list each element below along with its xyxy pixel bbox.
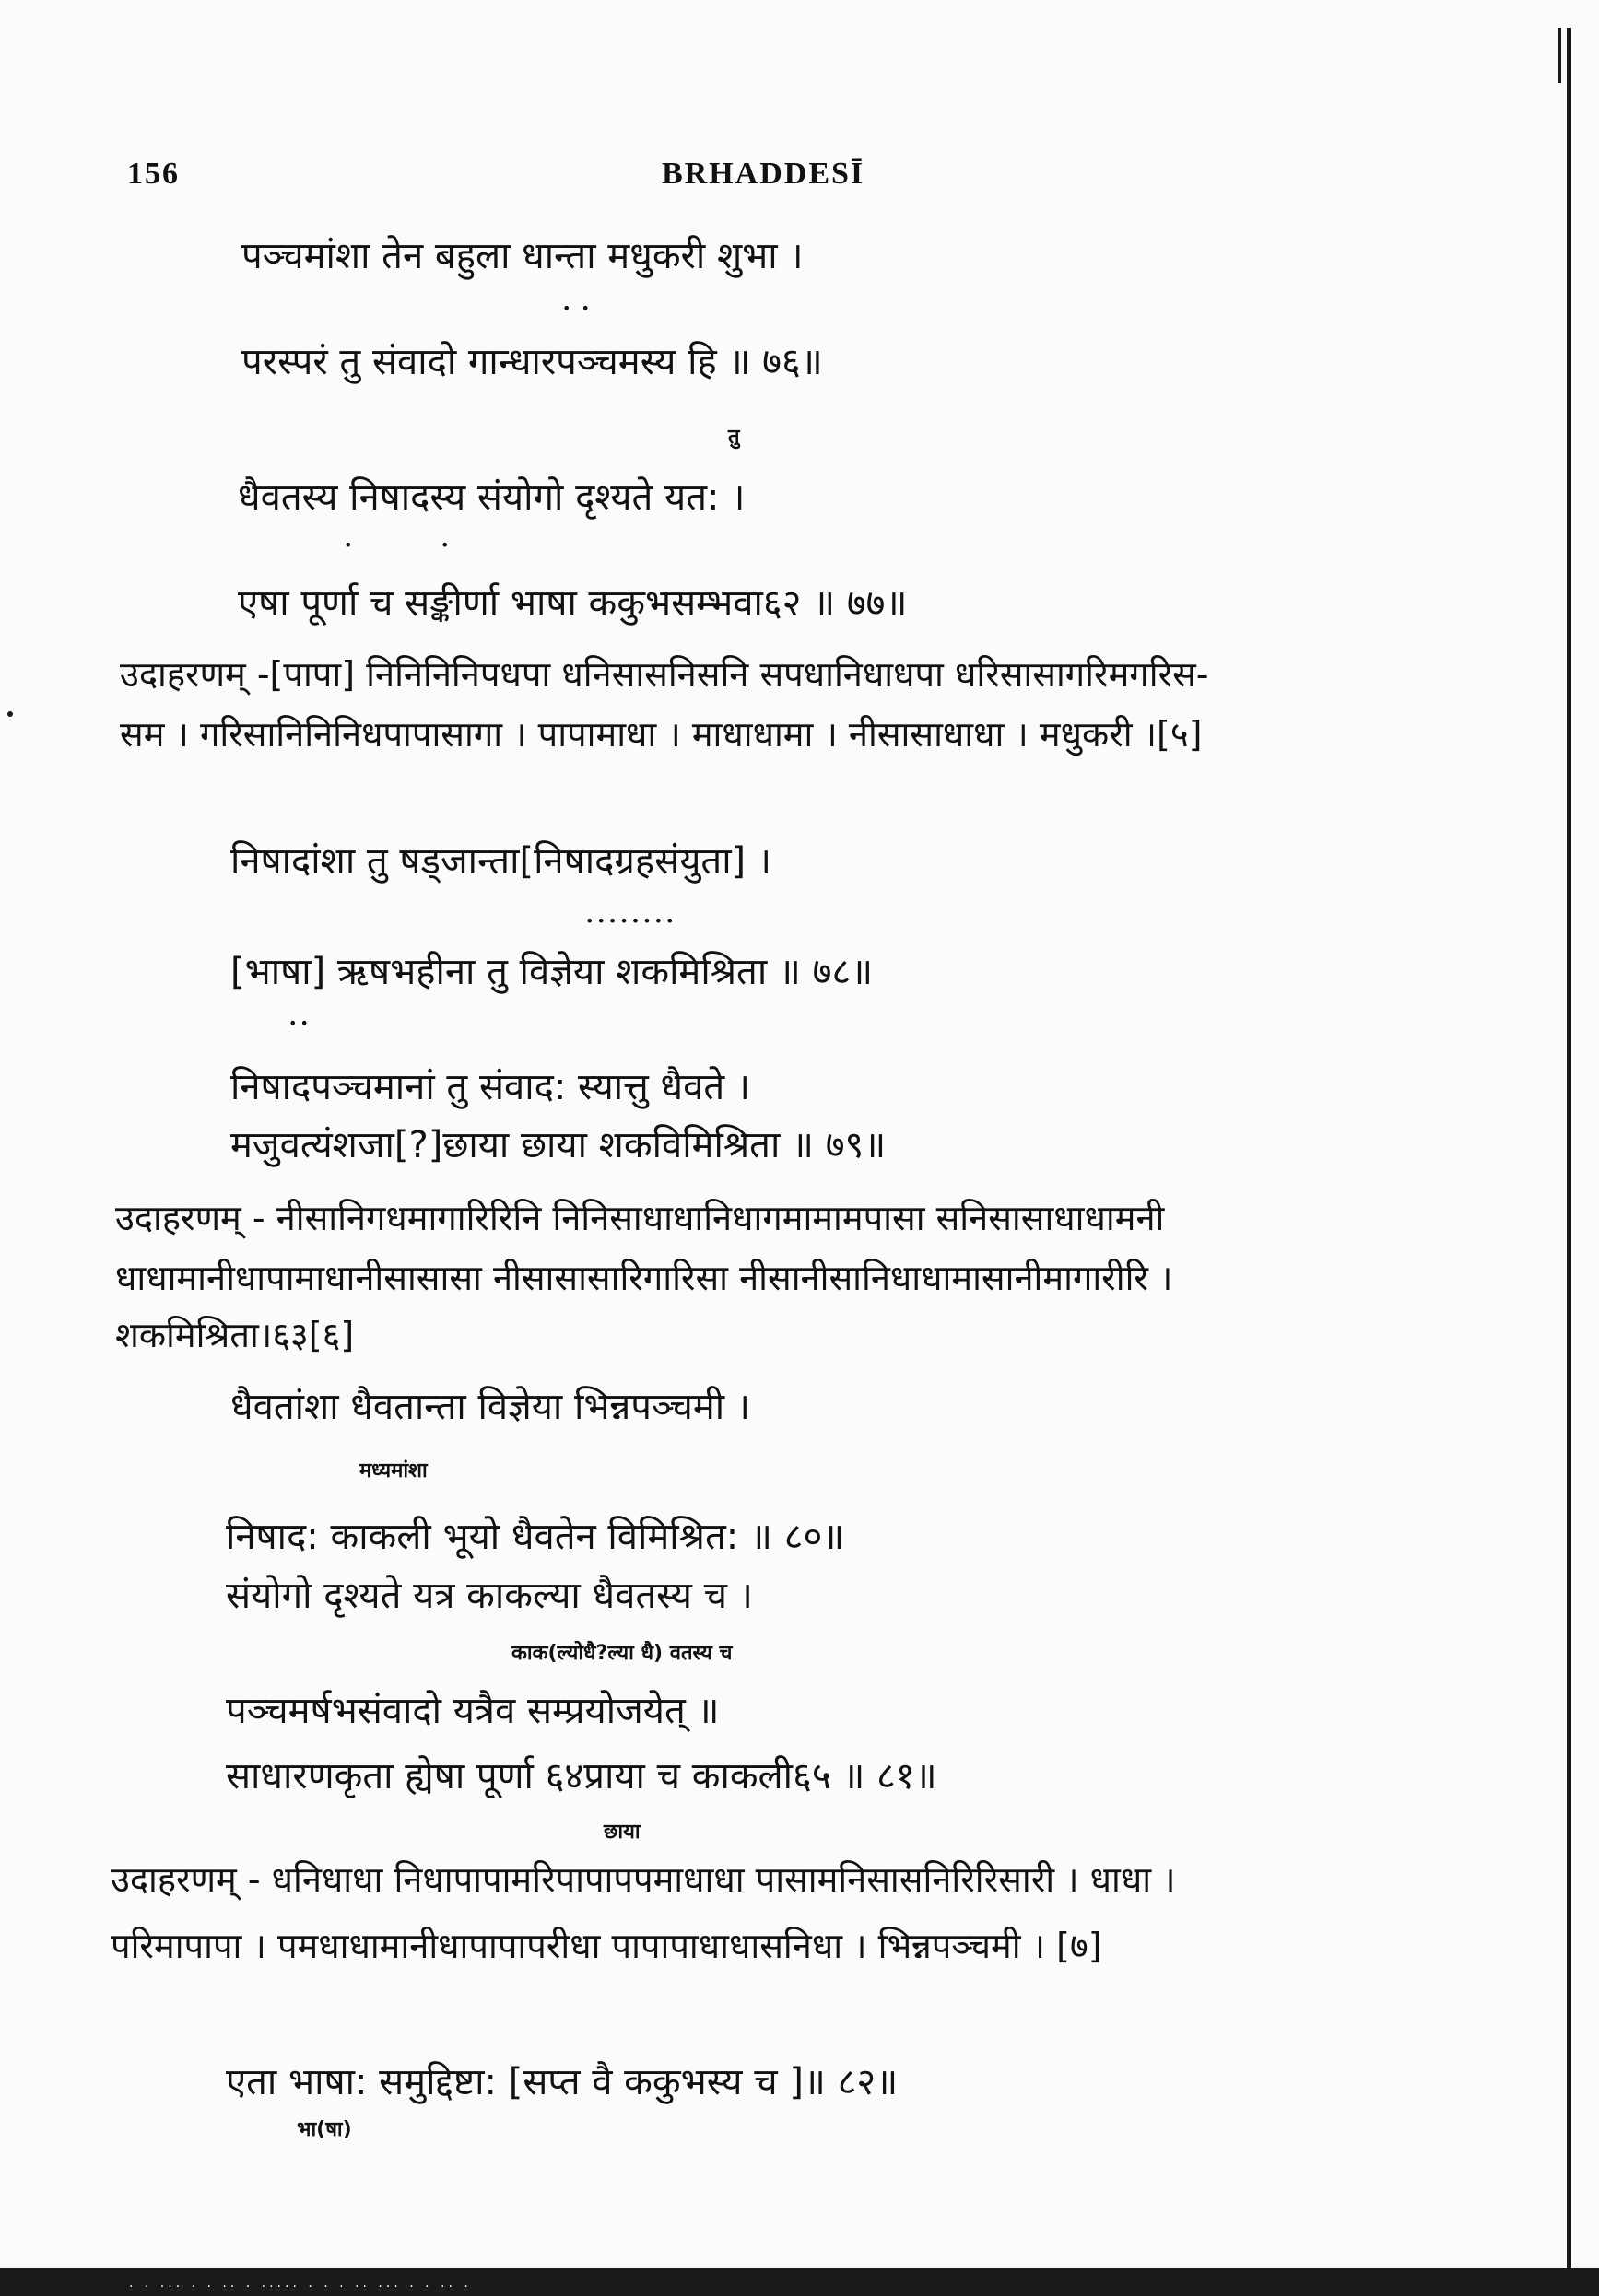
page-number: 156: [127, 157, 180, 191]
gloss-note: काक(ल्योधै?ल्या धै) वतस्य च: [511, 1642, 733, 1665]
accent-mark: •: [344, 536, 356, 554]
example-line: उदाहरणम् - नीसानिगधमागारिरिनि निनिसाधाधानिधागमामामपासा सनिसासाधाधामनी: [115, 1198, 1165, 1238]
verse-line: निषाद: काकली भूयो धैवतेन विमिश्रित: ॥ ८०॥: [226, 1516, 845, 1558]
example-line: शकमिश्रिता।६३[६]: [115, 1315, 355, 1355]
verse-line: [भाषा] ऋषभहीना तु विज्ञेया शकमिश्रिता ॥ ७८॥: [230, 951, 874, 993]
verse-line: निषादांशा तु षड्जान्ता[निषादग्रहसंयुता] ।: [230, 840, 772, 883]
gloss-note: भा(षा): [297, 2118, 352, 2141]
verse-line: निषादपञ्चमानां तु संवाद: स्यात्तु धैवते ।: [230, 1066, 751, 1108]
gloss-note: छाया: [604, 1821, 641, 1844]
accent-marks: ••••••••: [585, 912, 677, 930]
verse-line: मजुवत्यंशजा[?]छाया छाया शकविमिश्रिता ॥ ७९॥: [230, 1124, 887, 1166]
verse-line: पञ्चमर्षभसंवादो यत्रैव सम्प्रयोजयेत् ॥: [226, 1690, 720, 1732]
margin-dot: [7, 711, 13, 717]
running-title: BRHADDESĪ: [662, 157, 865, 191]
verse-line: परस्परं तु संवादो गान्धारपञ्चमस्य हि ॥ ७६॥: [241, 341, 823, 383]
scan-noise: . . ... . . .. . ..... . . . .. ... . . .. .: [129, 2276, 472, 2290]
verse-line: संयोगो दृश्यते यत्र काकल्या धैवतस्य च ।: [226, 1575, 753, 1617]
verse-line: एषा पूर्णा च सङ्कीर्णा भाषा ककुभसम्भवा६२ ॥ ७७॥: [238, 582, 908, 625]
verse-line: पञ्चमांशा तेन बहुला धान्ता मधुकरी शुभा ।: [241, 235, 804, 277]
verse-line: साधारणकृता ह्येषा पूर्णा ६४प्राया च काकली६५ ॥ ८१॥: [226, 1755, 937, 1798]
example-line: धाधामानीधापामाधानीसासासा नीसासासारिगारिसा नीसानीसानिधाधामासानीमागारीरि ।: [115, 1258, 1173, 1298]
binding-edge: [1567, 28, 1571, 2276]
example-line: सम । गरिसानिनिनिधपापासागा । पापामाधा । माधाधामा । नीसासाधाधा । मधुकरी ।[५]: [120, 714, 1203, 755]
verse-line: एता भाषा: समुद्दिष्टा: [सप्त वै ककुभस्य च ]॥ ८२॥: [226, 2061, 899, 2103]
accent-marks: • •: [562, 299, 593, 317]
verse-line: धैवतांशा धैवतान्ता विज्ञेया भिन्नपञ्चमी ।: [230, 1386, 751, 1428]
accent-marks: ••: [288, 1014, 312, 1032]
gloss-note: तु: [728, 426, 740, 449]
binding-edge-mark: [1558, 28, 1561, 83]
verse-line: धैवतस्य निषादस्य संयोगो दृश्यते यत: ।: [238, 476, 746, 519]
example-line: उदाहरणम् - धनिधाधा निधापापामरिपापापपमाधाधा पासामनिसासनिरिरिसारी । धाधा ।: [111, 1859, 1176, 1900]
example-line: उदाहरणम् -[पापा] निनिनिनिपधपा धनिसासनिसनि सपधानिधाधपा धरिसासागरिमगरिस-: [120, 654, 1209, 695]
example-line: परिमापापा । पमधाधामानीधापापापरीधा पापापाधाधासनिधा । भिन्नपञ्चमी । [७]: [111, 1926, 1102, 1966]
accent-mark: •: [441, 536, 453, 554]
gloss-note: मध्यमांशा: [359, 1459, 428, 1482]
